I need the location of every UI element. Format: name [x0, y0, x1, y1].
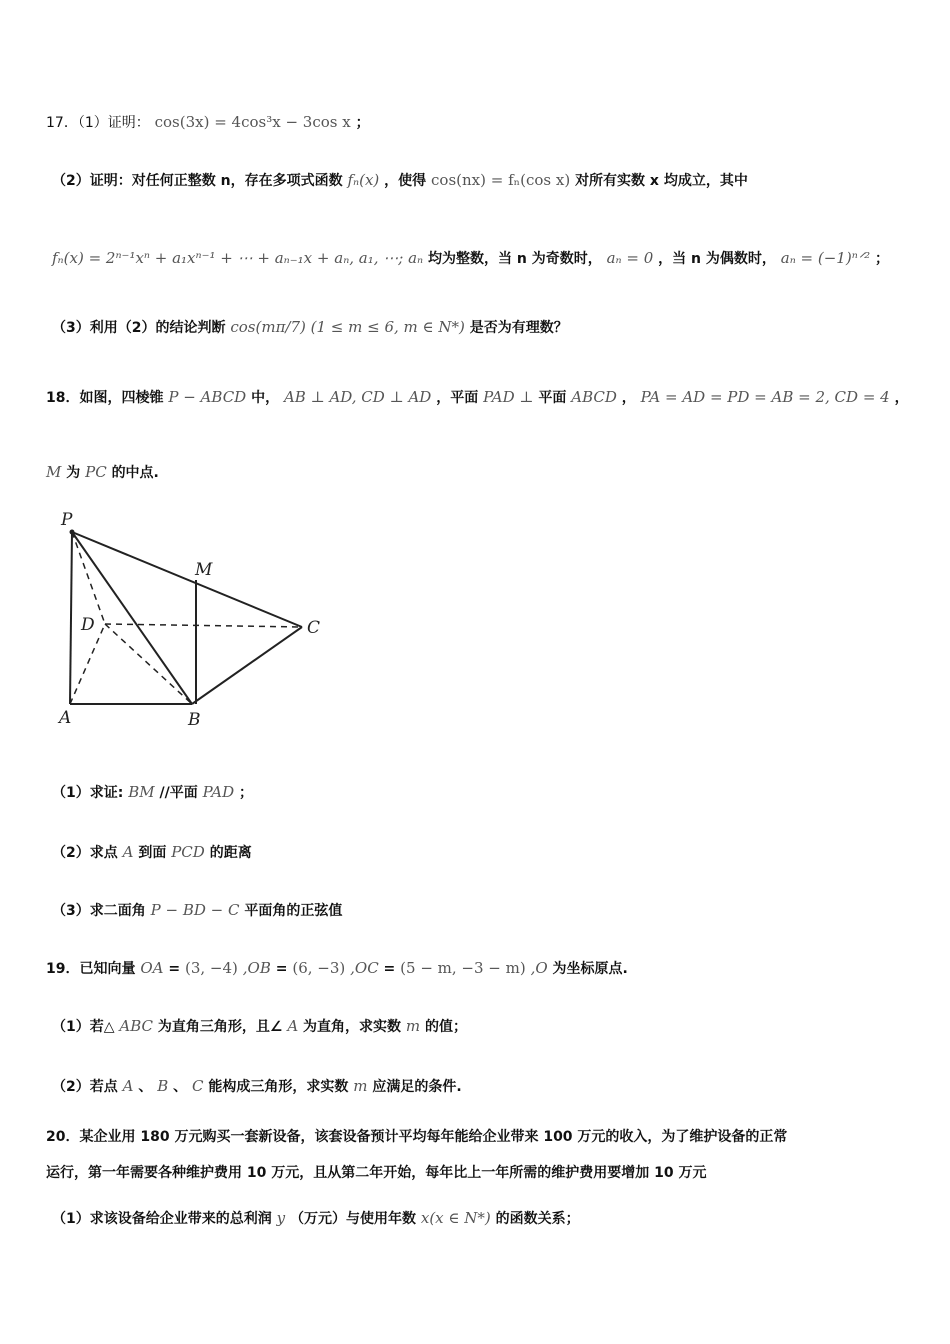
label-d: D [81, 615, 95, 635]
q19-s2-text: （2）若点 [52, 1079, 118, 1095]
q17-p2-text: （2）证明：对任何正整数 n，存在多项式函数 [52, 173, 343, 189]
q17-p2-text: 均为整数，当 n 为奇数时， [428, 251, 602, 267]
q17-formula3: cos(mπ/7) (1 ≤ m ≤ 6, m ∈ N*) [230, 318, 465, 336]
q18-text: 平面 [538, 390, 567, 406]
q19-oa: OA [140, 959, 164, 977]
q20-s1-text: （万元）与使用年数 [289, 1211, 416, 1227]
q18-s2-text: 到面 [138, 845, 167, 861]
q19-m: m [353, 1077, 368, 1095]
q18-pyramid: P − ABCD [168, 388, 247, 406]
q17-p2-text: 对所有实数 x 均成立，其中 [575, 173, 748, 189]
edge-bc [192, 627, 302, 704]
q17-poly: fₙ(x) = 2ⁿ⁻¹xⁿ + a₁xⁿ⁻¹ + ⋯ + aₙ₋₁x + aₙ, a₁, ⋯; aₙ [52, 249, 424, 267]
q19-point-c: C [192, 1077, 204, 1095]
q17-formula1: cos(3x) = 4cos³x − 3cos x [154, 113, 351, 131]
q18-s1-text: （1）求证: [52, 785, 124, 801]
q18-cond2: PA = AD = PD = AB = 2, CD = 4 [640, 388, 890, 406]
q18-pad: PAD ⊥ [483, 388, 534, 406]
q19-eq: = [383, 961, 396, 977]
q19-stem [46, 958, 628, 978]
q17-formula2: cos(nx) = fₙ(cos x) [431, 171, 571, 189]
q18-m: M [46, 463, 62, 481]
q18-s2-a: A [122, 843, 134, 861]
hidden-edge-dc [105, 624, 302, 627]
q18-sub2 [52, 842, 252, 862]
q19-ob-value: (6, −3) [292, 959, 346, 977]
q18-s2-text: 的距离 [209, 845, 252, 861]
punct: ； [355, 115, 370, 131]
q19-abc: ABC [119, 1017, 154, 1035]
edge-pa [70, 532, 72, 704]
q20-s1-text: （1）求该设备给企业带来的总利润 [52, 1211, 272, 1227]
q19-s1-text: 为直角，求实数 [303, 1019, 402, 1035]
q19-s1-text: 为直角三角形，且∠ [157, 1019, 283, 1035]
q17-an-even: aₙ = (−1)ⁿᐟ² [780, 249, 871, 267]
q19-s2-text: 应满足的条件. [372, 1079, 462, 1095]
q19-sub2 [52, 1076, 462, 1096]
q18-abcd: ABCD [571, 388, 617, 406]
label-b: B [188, 710, 201, 730]
q18-s1-text: //平面 [159, 785, 198, 801]
q19-m: m [405, 1017, 421, 1035]
q18-pc: PC [85, 463, 107, 481]
label-p: P [61, 510, 73, 530]
q18-s1-pad: PAD [202, 783, 235, 801]
q18-s3-text: 平面角的正弦值 [244, 903, 343, 919]
q19-ob: ,OB [242, 959, 271, 977]
q19-number: 19．已知向量 [46, 961, 136, 977]
q19-s1-text: 的值； [425, 1019, 468, 1035]
q18-sub1 [52, 782, 253, 802]
vertex-p [70, 530, 75, 535]
q17-p2-text: ，当 n 为偶数时， [658, 251, 776, 267]
q17-an0: aₙ = 0 [606, 249, 654, 267]
q18-text: ， [621, 390, 636, 406]
q19-point-b: B [157, 1077, 169, 1095]
q17-part3 [52, 317, 568, 337]
q18-text: ，平面 [436, 390, 479, 406]
hidden-edge-pd [72, 532, 105, 624]
q20-line2 [46, 1162, 706, 1182]
q18-text: ， [894, 390, 909, 406]
q18-sub3 [52, 900, 342, 920]
q17-part2 [52, 170, 748, 190]
q19-text: 为坐标原点. [552, 961, 628, 977]
q18-s2-text: （2）求点 [52, 845, 118, 861]
hidden-edge-ad [70, 624, 105, 704]
q18-text: 为 [66, 465, 81, 481]
punct: ； [239, 785, 254, 801]
q19-oa-value: (3, −4) [184, 959, 238, 977]
q18-number: 18．如图，四棱锥 [46, 390, 164, 406]
q19-point-a: A [122, 1077, 134, 1095]
q18-s2-pcd: PCD [171, 843, 205, 861]
q20-s1-text: 的函数关系； [495, 1211, 580, 1227]
q18-text: 的中点. [111, 465, 159, 481]
q18-s3-angle: P − BD − C [150, 901, 240, 919]
q19-oc: ,OC [350, 959, 379, 977]
q17-number: 17．（1）证明： [46, 115, 150, 131]
q18-cond1: AB ⊥ AD, CD ⊥ AD [283, 388, 432, 406]
q19-oc-value: (5 − m, −3 − m) [400, 959, 526, 977]
q20-line1 [46, 1126, 787, 1146]
q20-text: 运行，第一年需要各种维护费用 10 万元，且从第二年开始，每年比上一年所需的维护费用要增加 10 万元 [46, 1165, 707, 1181]
q20-y: y [276, 1209, 286, 1227]
label-m: M [195, 560, 213, 580]
q17-p3-text: 是否为有理数？ [469, 320, 568, 336]
q19-eq: = [275, 961, 288, 977]
q19-sep: 、 [138, 1079, 153, 1095]
q17-part1 [46, 112, 370, 132]
q18-stem [46, 387, 909, 407]
label-a: A [59, 708, 72, 728]
q19-sep: 、 [173, 1079, 188, 1095]
q20-x: x(x ∈ N*) [420, 1209, 491, 1227]
punct: ； [875, 251, 890, 267]
label-c: C [307, 618, 321, 638]
hidden-edge-db [105, 624, 192, 704]
q18-bm: BM [128, 783, 155, 801]
q19-eq: = [168, 961, 181, 977]
q17-fn: fₙ(x) [347, 171, 380, 189]
q18-text: 中， [251, 390, 280, 406]
q19-sub1 [52, 1016, 467, 1036]
q19-s1-text: （1）若△ [52, 1019, 115, 1035]
q18-s3-text: （3）求二面角 [52, 903, 146, 919]
q17-p2-text: ，使得 [384, 173, 427, 189]
pyramid-figure [55, 505, 345, 735]
q17-part2-cont [52, 248, 889, 268]
q19-angle-a: A [287, 1017, 299, 1035]
q20-text: 20．某企业用 180 万元购买一套新设备，该套设备预计平均每年能给企业带来 100 万元的收入，为了维护设备的正常 [46, 1129, 788, 1145]
q19-s2-text: 能构成三角形，求实数 [208, 1079, 349, 1095]
q20-sub1 [52, 1208, 580, 1228]
q19-o: ,O [530, 959, 548, 977]
q18-stem-cont [46, 462, 159, 482]
q17-p3-text: （3）利用（2）的结论判断 [52, 320, 226, 336]
edge-pc [72, 532, 302, 627]
